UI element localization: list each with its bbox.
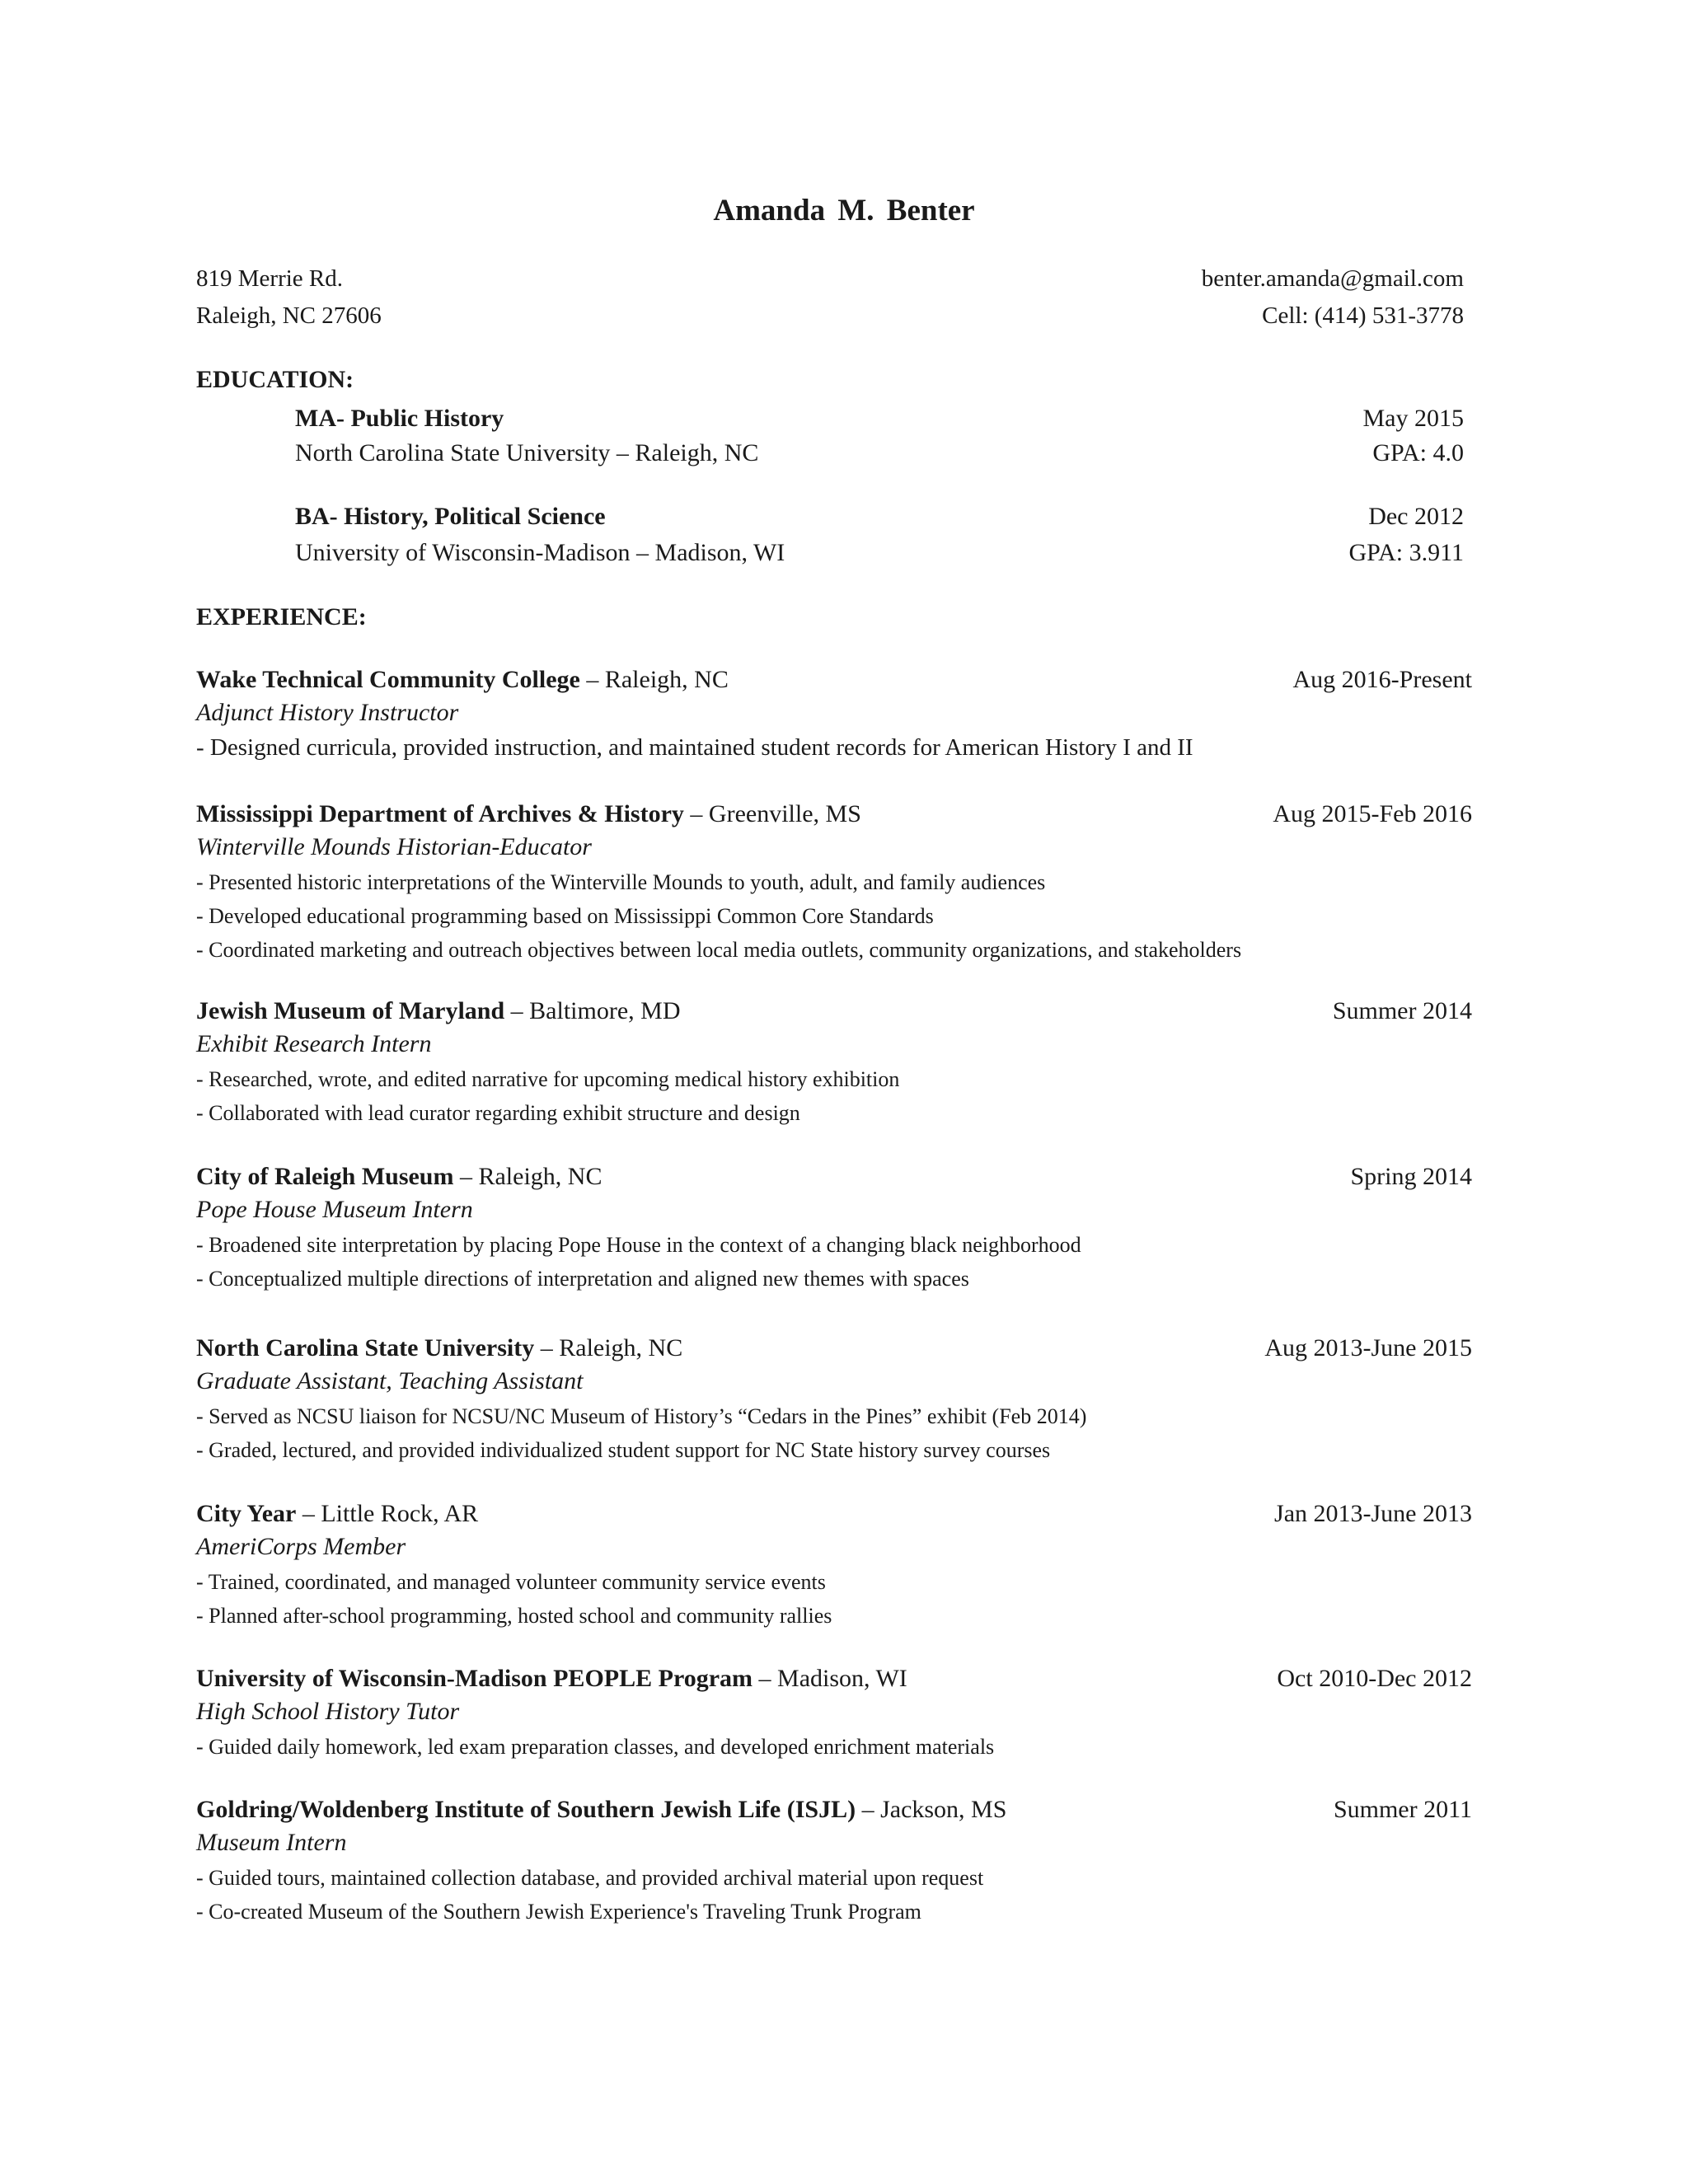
degree-school: University of Wisconsin-Madison – Madison, WI xyxy=(295,539,785,566)
job-bullet: - Designed curricula, provided instruction, and maintained student records for American History I and II xyxy=(196,734,1193,761)
job-organization: Wake Technical Community College xyxy=(196,666,580,693)
job-date: Summer 2011 xyxy=(1333,1796,1472,1823)
job-bullet: - Developed educational programming based on Mississippi Common Core Standards xyxy=(196,904,934,928)
job-role: AmeriCorps Member xyxy=(196,1533,406,1560)
address-line-1: 819 Merrie Rd. xyxy=(196,265,343,292)
degree-title: BA- History, Political Science xyxy=(295,503,606,530)
job-bullet: - Guided daily homework, led exam preparation classes, and developed enrichment materials xyxy=(196,1735,995,1759)
degree-gpa: GPA: 3.911 xyxy=(1348,539,1464,566)
job-location: – Madison, WI xyxy=(753,1665,907,1692)
job-entry xyxy=(196,995,1472,1130)
job-role: Graduate Assistant, Teaching Assistant xyxy=(196,1367,584,1394)
degree-gpa: GPA: 4.0 xyxy=(1372,439,1464,466)
job-role: Museum Intern xyxy=(196,1829,347,1856)
job-bullet: - Trained, coordinated, and managed volunteer community service events xyxy=(196,1570,826,1594)
education-heading: EDUCATION: xyxy=(196,366,354,393)
job-bullet: - Broadened site interpretation by placing Pope House in the context of a changing black neighborhood xyxy=(196,1233,1081,1257)
job-header xyxy=(196,1332,1472,1365)
job-bullet: - Conceptualized multiple directions of interpretation and aligned new themes with spaces xyxy=(196,1267,969,1291)
degree-ma xyxy=(295,405,1464,433)
address-line-2: Raleigh, NC 27606 xyxy=(196,302,382,329)
job-location: – Greenville, MS xyxy=(683,800,861,827)
job-bullet: - Coordinated marketing and outreach objectives between local media outlets, community organizations, and stakeholders xyxy=(196,938,1242,962)
degree-date: May 2015 xyxy=(1362,405,1464,432)
job-location: – Raleigh, NC xyxy=(579,666,729,693)
degree-school: North Carolina State University – Raleigh, NC xyxy=(295,439,759,466)
job-date: Jan 2013-June 2013 xyxy=(1274,1500,1472,1527)
job-location: – Jackson, MS xyxy=(856,1796,1007,1823)
degree-title: MA- Public History xyxy=(295,405,504,432)
job-date: Oct 2010-Dec 2012 xyxy=(1277,1665,1472,1692)
job-bullet: - Served as NCSU liaison for NCSU/NC Museum of History’s “Cedars in the Pines” exhibit (Feb 2014) xyxy=(196,1404,1087,1428)
job-bullet: - Planned after-school programming, hosted school and community rallies xyxy=(196,1604,832,1628)
job-organization: Goldring/Woldenberg Institute of Southern Jewish Life (ISJL) xyxy=(196,1796,856,1823)
email: benter.amanda@gmail.com xyxy=(1201,265,1464,292)
job-bullet: - Guided tours, maintained collection database, and provided archival material upon request xyxy=(196,1866,984,1890)
job-role: High School History Tutor xyxy=(196,1698,460,1725)
job-date: Aug 2013-June 2015 xyxy=(1264,1334,1472,1361)
job-bullet: - Graded, lectured, and provided individualized student support for NC State history survey courses xyxy=(196,1438,1051,1462)
job-bullet: - Presented historic interpretations of the Winterville Mounds to youth, adult, and family audiences xyxy=(196,870,1046,894)
job-header xyxy=(196,1497,1472,1530)
job-header xyxy=(196,1793,1472,1826)
candidate-name: Amanda M. Benter xyxy=(713,194,975,227)
job-entry xyxy=(196,1662,1472,1764)
job-organization: City Year xyxy=(196,1500,297,1527)
job-header xyxy=(196,1662,1472,1695)
job-bullet: - Co-created Museum of the Southern Jewish Experience's Traveling Trunk Program xyxy=(196,1900,921,1924)
job-location: – Little Rock, AR xyxy=(296,1500,479,1527)
job-role: Pope House Museum Intern xyxy=(196,1196,473,1223)
job-entry xyxy=(196,1497,1472,1633)
job-organization: University of Wisconsin-Madison PEOPLE Program xyxy=(196,1665,753,1692)
job-organization: North Carolina State University xyxy=(196,1334,535,1361)
job-header xyxy=(196,995,1472,1028)
job-entry xyxy=(196,663,1472,765)
job-entry xyxy=(196,1160,1472,1296)
degree-ba-school-row xyxy=(295,539,1464,567)
job-header xyxy=(196,798,1472,831)
job-bullet: - Collaborated with lead curator regarding exhibit structure and design xyxy=(196,1101,800,1125)
job-header xyxy=(196,1160,1472,1193)
degree-ba xyxy=(295,503,1464,531)
job-header xyxy=(196,663,1472,696)
job-date: Spring 2014 xyxy=(1350,1163,1472,1190)
experience-heading: EXPERIENCE: xyxy=(196,603,367,630)
job-organization: Mississippi Department of Archives & History xyxy=(196,800,684,827)
contact-row-1 xyxy=(196,265,1464,293)
job-organization: Jewish Museum of Maryland xyxy=(196,997,505,1024)
phone: Cell: (414) 531-3778 xyxy=(1262,302,1464,329)
degree-date: Dec 2012 xyxy=(1368,503,1464,530)
job-entry xyxy=(196,1332,1472,1467)
job-entry xyxy=(196,798,1472,967)
job-role: Winterville Mounds Historian-Educator xyxy=(196,833,592,860)
job-location: – Raleigh, NC xyxy=(534,1334,683,1361)
job-location: – Raleigh, NC xyxy=(453,1163,603,1190)
job-date: Aug 2016-Present xyxy=(1292,666,1472,693)
job-date: Summer 2014 xyxy=(1332,997,1472,1024)
job-bullet: - Researched, wrote, and edited narrative for upcoming medical history exhibition xyxy=(196,1067,900,1091)
job-role: Exhibit Research Intern xyxy=(196,1030,432,1057)
job-date: Aug 2015-Feb 2016 xyxy=(1273,800,1472,827)
job-organization: City of Raleigh Museum xyxy=(196,1163,454,1190)
job-location: – Baltimore, MD xyxy=(504,997,681,1024)
job-role: Adjunct History Instructor xyxy=(196,699,459,726)
contact-row-2 xyxy=(196,302,1464,330)
degree-ma-school-row xyxy=(295,439,1464,467)
job-entry xyxy=(196,1793,1472,1929)
